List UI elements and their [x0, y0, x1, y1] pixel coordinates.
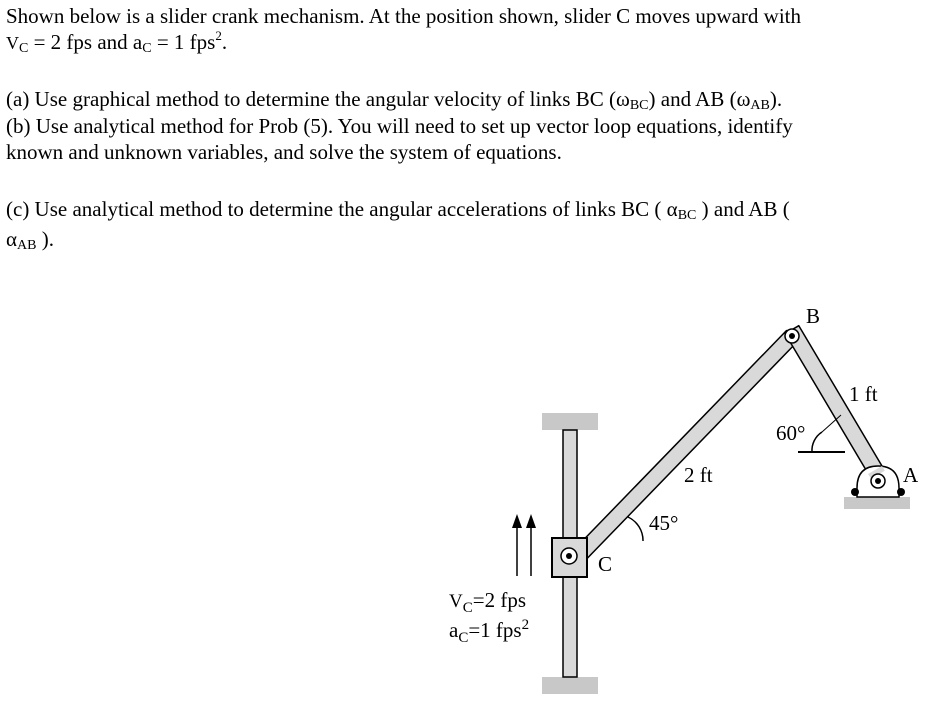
part-b-text-2: known and unknown variables, and solve the system of equations.: [6, 140, 562, 164]
velocity-arrowhead-left: [512, 514, 522, 528]
part-a-sub-bc: BC: [629, 98, 649, 113]
intro-text-1: Shown below is a slider crank mechanism. At the position shown, slider C moves upward with: [6, 4, 801, 28]
part-a-text-1: (a) Use graphical method to determine the angular velocity of links BC (ω: [6, 87, 630, 111]
ac-power: 2: [215, 28, 222, 43]
vc-value: = 2 fps and a: [28, 30, 143, 54]
vc-symbol: V: [6, 33, 19, 53]
top-ground: [542, 413, 598, 430]
part-c-text-2b: ).: [36, 227, 54, 251]
link-bc: [563, 331, 797, 572]
pin-c-center: [566, 553, 572, 559]
ac-label-subscript: C: [458, 630, 469, 646]
pin-b-center: [789, 333, 795, 339]
label-c: C: [598, 552, 613, 576]
velocity-arrowhead-right: [526, 514, 536, 528]
pin-a-center: [875, 478, 881, 484]
ground-a: [844, 497, 910, 509]
part-b-text-1: (b) Use analytical method for Prob (5). You will need to set up vector loop equations, identify: [6, 114, 793, 138]
label-b: B: [806, 304, 821, 328]
angle-60-arc: [812, 432, 822, 452]
label-a: A: [903, 463, 919, 487]
part-c-text-1a: (c) Use analytical method to determine the angular accelerations of links BC ( α: [6, 197, 678, 221]
part-c-sub-bc: BC: [677, 208, 697, 223]
part-a-text-2: ) and AB (ω: [648, 87, 751, 111]
intro-end: .: [221, 30, 228, 54]
angle-45-label: 45°: [649, 511, 679, 535]
ac-label-symbol: a: [449, 618, 459, 642]
link-bc-length: 2 ft: [684, 463, 713, 487]
ac-label: [449, 617, 529, 646]
vc-label-symbol: V: [449, 591, 463, 612]
part-c-alpha: α: [6, 227, 18, 251]
vc-subscript: C: [19, 41, 29, 56]
part-c-text-1b: ) and AB (: [696, 197, 790, 221]
vc-label: [449, 588, 526, 616]
ac-value: = 1 fps: [151, 30, 216, 54]
ac-label-power: 2: [521, 617, 530, 633]
link-ab-length: 1 ft: [849, 382, 878, 406]
ac-subscript: C: [142, 41, 152, 56]
part-a-text-3: ).: [769, 87, 783, 111]
bolt-right: [897, 488, 905, 496]
bolt-left: [851, 488, 859, 496]
bottom-ground: [542, 677, 598, 694]
part-c-sub-ab: AB: [17, 238, 37, 253]
vc-label-subscript: C: [462, 600, 473, 616]
part-a-sub-ab: AB: [750, 98, 770, 113]
angle-60-label: 60°: [776, 421, 806, 445]
vc-label-value: =2 fps: [472, 588, 527, 612]
angle-45-arc: [628, 517, 643, 541]
ac-label-value: =1 fps: [468, 618, 522, 642]
